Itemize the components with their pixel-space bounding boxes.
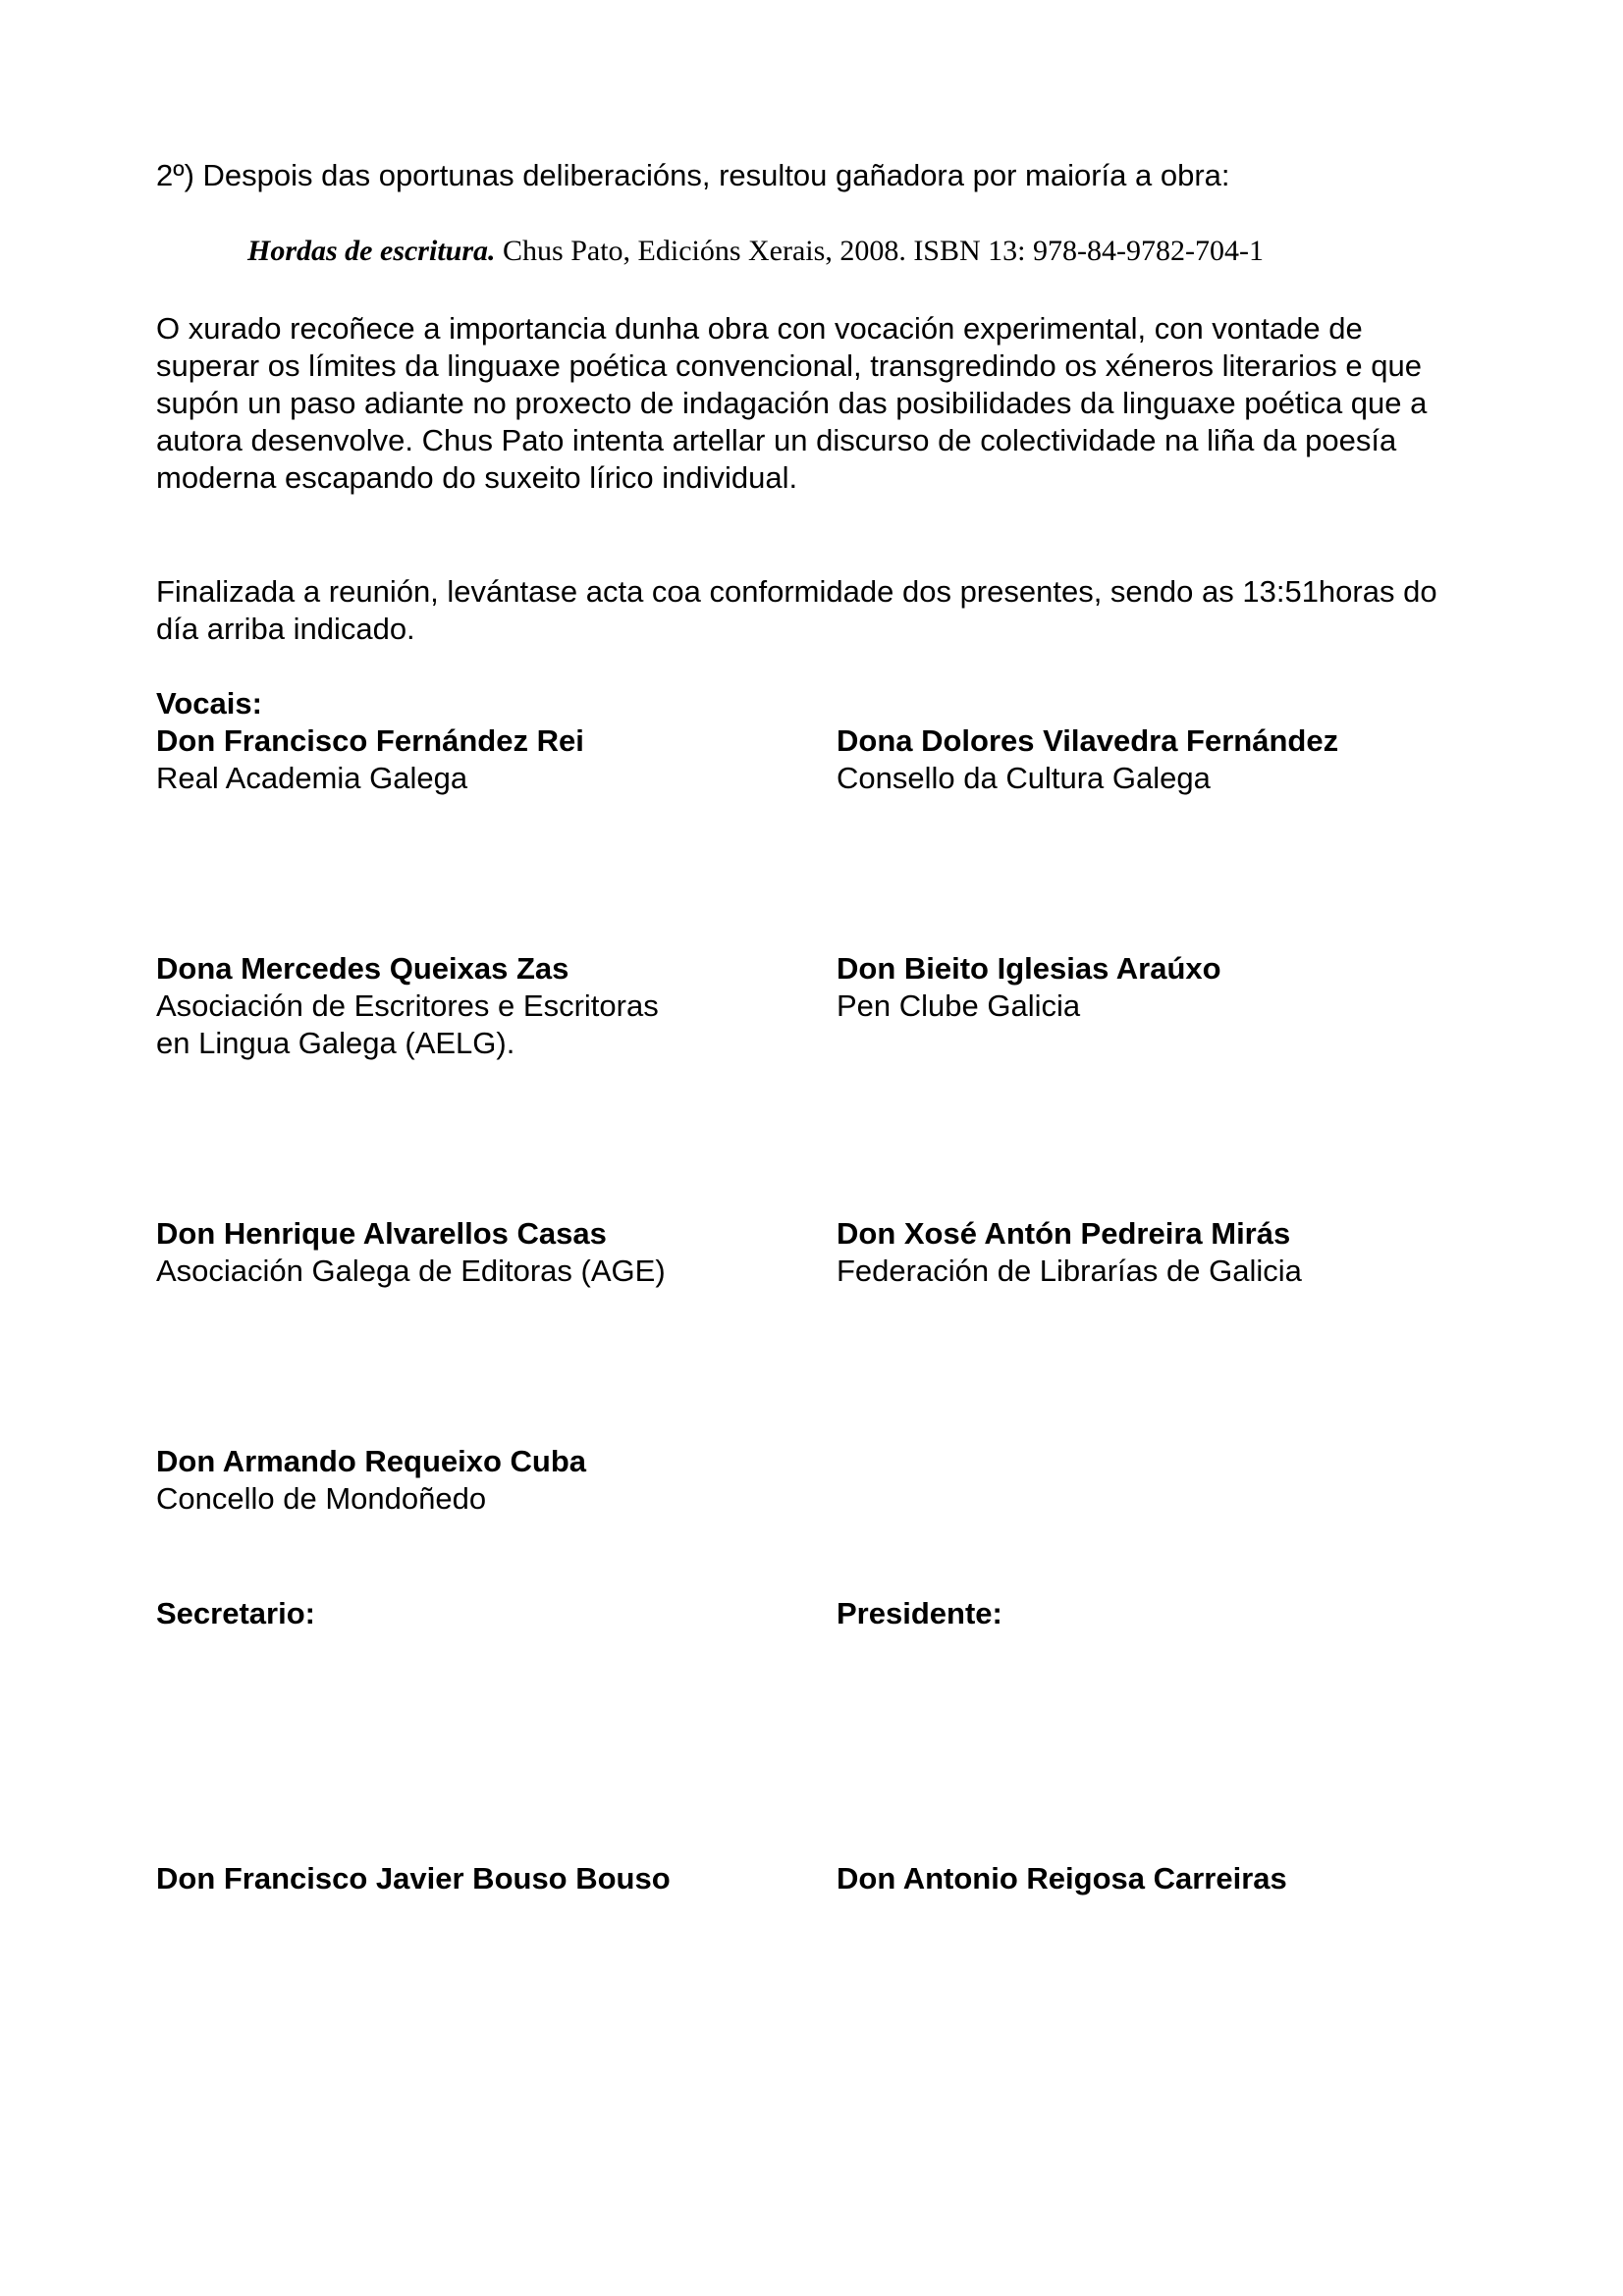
member-organization: Asociación Galega de Editoras (AGE)	[156, 1254, 666, 1288]
presidente-name: Don Antonio Reigosa Carreiras	[837, 1861, 1287, 1896]
member-block	[837, 950, 1465, 1025]
member-name: Don Francisco Fernández Rei	[156, 723, 584, 758]
member-name: Don Henrique Alvarellos Casas	[156, 1216, 607, 1251]
member-block	[156, 722, 784, 797]
award-title: Hordas de escritura.	[247, 235, 496, 267]
presidente-label: Presidente:	[837, 1596, 1002, 1630]
award-citation	[247, 233, 1475, 270]
member-organization: Concello de Mondoñedo	[156, 1481, 487, 1516]
member-block	[837, 722, 1465, 797]
member-name: Dona Mercedes Queixas Zas	[156, 951, 569, 986]
member-block	[156, 950, 784, 1062]
member-name: Don Xosé Antón Pedreira Mirás	[837, 1216, 1291, 1251]
member-organization: Real Academia Galega	[156, 761, 468, 795]
closing-paragraph: Finalizada a reunión, levántase acta coa conformidade dos presentes, sendo as 13:51horas do día arriba indicado.	[156, 574, 1437, 646]
member-block	[837, 1215, 1465, 1290]
member-organization: Consello da Cultura Galega	[837, 761, 1211, 795]
member-organization: Pen Clube Galicia	[837, 988, 1081, 1023]
deliberation-paragraph: 2º) Despois das oportunas deliberacións, resultou gañadora por maioría a obra:	[156, 158, 1230, 192]
member-name: Dona Dolores Vilavedra Fernández	[837, 723, 1339, 758]
member-block	[156, 1443, 784, 1518]
vocais-label: Vocais:	[156, 686, 262, 721]
member-name: Don Armando Requeixo Cuba	[156, 1444, 587, 1478]
secretario-name: Don Francisco Javier Bouso Bouso	[156, 1861, 671, 1896]
secretario-label: Secretario:	[156, 1596, 315, 1630]
member-organization: Asociación de Escritores e Escritoras en Lingua Galega (AELG).	[156, 988, 659, 1060]
member-block	[156, 1215, 784, 1290]
member-organization: Federación de Librarías de Galicia	[837, 1254, 1302, 1288]
award-details: Chus Pato, Edicións Xerais, 2008. ISBN 13: 978-84-9782-704-1	[495, 235, 1264, 267]
member-name: Don Bieito Iglesias Araúxo	[837, 951, 1221, 986]
jury-statement: O xurado recoñece a importancia dunha obra con vocación experimental, con vontade de superar os límites da linguaxe poética convencional, transgredindo os xéneros literarios e que supón un paso adiante no proxecto de indagación das posibilidades da linguaxe poética que a autora desenvolve. Chus Pato intenta artellar un discurso de colectividade na liña da poesía moderna escapando do suxeito lírico individual.	[156, 311, 1428, 495]
